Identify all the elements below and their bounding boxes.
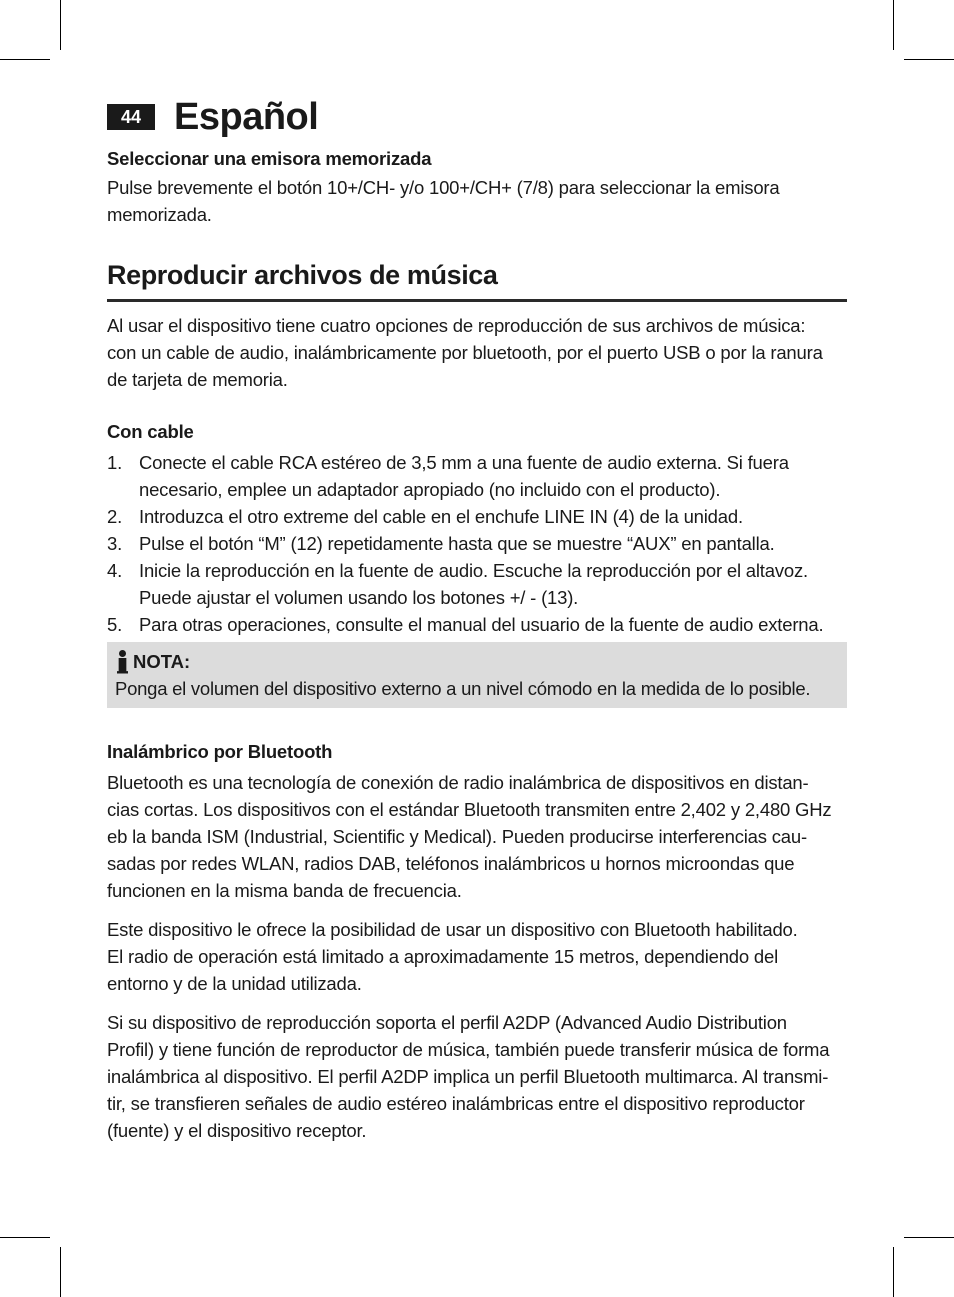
info-icon xyxy=(115,650,129,674)
crop-mark xyxy=(904,1237,954,1238)
crop-mark xyxy=(60,1247,61,1297)
list-item: 4. Inicie la reproducción en la fuente de audio. Escuche la reproducción por el altavoz. Puede ajustar el volumen usando los botones +/ - (13). xyxy=(107,560,808,608)
crop-mark xyxy=(904,59,954,60)
crop-mark xyxy=(0,59,50,60)
section-title: Reproducir archivos de música xyxy=(107,260,498,290)
note-box xyxy=(107,642,847,708)
note-label: NOTA: xyxy=(133,651,191,672)
bluetooth-paragraph-1: Bluetooth es una tecnología de conexión de radio inalámbrica de dispositivos en distan- cias cortas. Los dispositivos con el estándar Bluetooth transmiten entre 2,402 y 2,480 GHz eb la banda ISM (Industrial, Scientific y Medical). Pueden producirse interferencias cau- sadas por redes WLAN, radios DAB, teléfonos inalámbricos u hornos microondas que funcionen en la misma banda de frecuencia. xyxy=(107,772,832,901)
preset-paragraph: Pulse brevemente el botón 10+/CH- y/o 100+/CH+ (7/8) para seleccionar la emisora memorizada. xyxy=(107,177,780,225)
music-section-header xyxy=(107,257,847,302)
page-number: 44 xyxy=(107,104,155,130)
crop-mark xyxy=(60,0,61,50)
list-item: 3. Pulse el botón “M” (12) repetidamente hasta que se muestre “AUX” en pantalla. xyxy=(107,533,775,554)
cable-heading: Con cable xyxy=(107,421,194,442)
bluetooth-heading: Inalámbrico por Bluetooth xyxy=(107,741,333,762)
cable-steps xyxy=(107,449,847,638)
page-content xyxy=(107,145,847,1144)
note-text: Ponga el volumen del dispositivo externo a un nivel cómodo en la medida de lo posible. xyxy=(115,678,811,699)
bluetooth-paragraph-3: Si su dispositivo de reproducción soporta el perfil A2DP (Advanced Audio Distribution Profil) y tiene función de reproductor de música, también puede transferir música de forma inalámbrica al dispositivo. El perfil A2DP implica un perfil Bluetooth multimarca. Al transmi- tir, se transfieren señales de audio estéreo inalámbricas entre el dispositivo reproductor (fuente) y el dispositivo receptor. xyxy=(107,1012,830,1141)
section-rule xyxy=(107,299,847,302)
bluetooth-paragraph-2: Este dispositivo le ofrece la posibilidad de usar un dispositivo con Bluetooth habilitado. El radio de operación está limitado a aproximadamente 15 metros, dependiendo del entorno y de la unidad utilizada. xyxy=(107,919,798,994)
crop-mark xyxy=(893,1247,894,1297)
list-item: 1. Conecte el cable RCA estéreo de 3,5 mm a una fuente de audio externa. Si fuera necesario, emplee un adaptador apropiado (no incluido con el producto). xyxy=(107,452,789,500)
intro-paragraph: Al usar el dispositivo tiene cuatro opciones de reproducción de sus archivos de música: con un cable de audio, inalámbricamente por bluetooth, por el puerto USB o por la ranura de tarjeta de memoria. xyxy=(107,315,823,390)
list-item: 2. Introduzca el otro extreme del cable en el enchufe LINE IN (4) de la unidad. xyxy=(107,506,743,527)
crop-mark xyxy=(893,0,894,50)
crop-mark xyxy=(0,1237,50,1238)
language-title: Español xyxy=(174,96,319,138)
list-item: 5. Para otras operaciones, consulte el manual del usuario de la fuente de audio externa. xyxy=(107,614,824,635)
section-heading-preset: Seleccionar una emisora memorizada xyxy=(107,148,432,169)
